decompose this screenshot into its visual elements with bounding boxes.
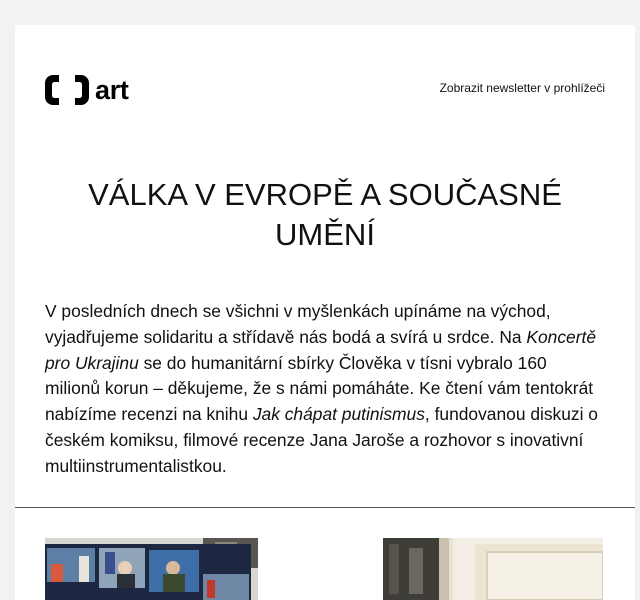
intro-paragraph — [45, 299, 605, 480]
ct-bracket-logo-icon — [45, 75, 89, 105]
newsletter-card — [15, 25, 635, 600]
section-divider — [15, 507, 635, 508]
newsletter-header — [45, 73, 605, 107]
logo-text: art — [95, 75, 129, 105]
newsletter-headline: VÁLKA V EVROPĚ A SOUČASNÉ UMĚNÍ — [88, 177, 562, 252]
article-thumbnail-video-conference[interactable] — [45, 538, 258, 600]
ct-art-logo[interactable] — [45, 73, 129, 107]
article-thumbnail-interior[interactable] — [383, 538, 603, 600]
intro-italic-concert: Koncertě pro Ukrajinu — [45, 326, 596, 373]
view-in-browser-link[interactable]: Zobrazit newsletter v prohlížeči — [439, 81, 605, 95]
intro-text-1: V posledních dnech se všichni v myšlenkách upínáme na východ, vyjadřujeme solidaritu a střídavě nás bodá a svírá u srdce. Na — [45, 301, 551, 347]
intro-italic-book: Jak chápat putinismus — [252, 404, 425, 425]
intro-text-3: , fundovanou diskuzi o českém komiksu, filmové recenze Jana Jaroše a rozhovor s inovativní multiinstrumentalistkou. — [45, 404, 598, 476]
intro-text-2: se do humanitární sbírky Člověka v tísni vybralo 160 milionů korun – děkujeme, že s námi pomáháte. Ke čtení vám tentokrát nabízíme recenzi na knihu — [45, 352, 594, 425]
